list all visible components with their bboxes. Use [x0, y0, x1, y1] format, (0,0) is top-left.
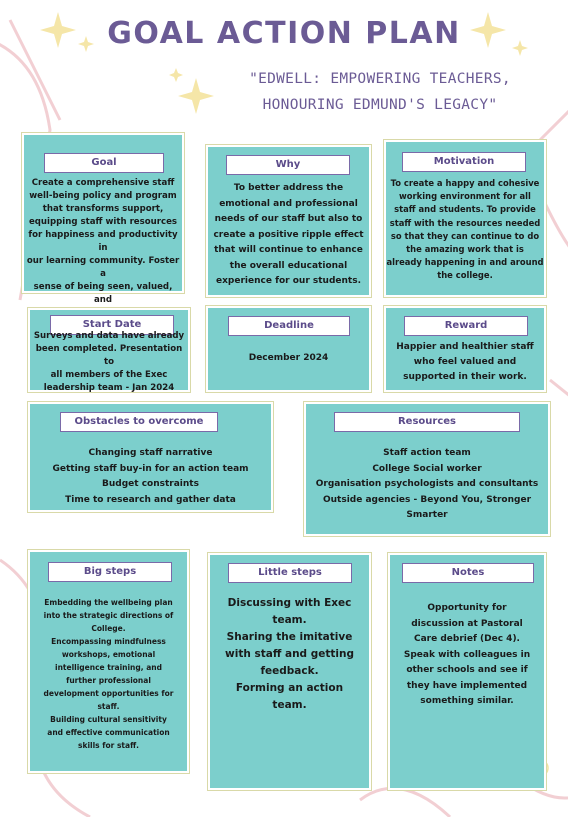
resources-text: Staff action team College Social worker Organisation psychologists and consultants Outside agencies - Beyond You, Stronger Smarter: [315, 448, 539, 520]
why-text: To better address the emotional and professional needs of our staff but also to create a positive ripple effect that will continue to enhance the overall educational experience for our students.: [213, 183, 364, 286]
little-steps-text: Discussing with Exec team. Sharing the imitative with staff and getting feedback. Forming an action team.: [225, 597, 354, 711]
resources-label: Resources: [334, 412, 520, 432]
notes-label: Notes: [402, 563, 534, 583]
big-steps-card: [28, 550, 189, 773]
goal-text: Create a comprehensive staff well-being policy and program that transforms support, equipping staff with resources for happiness and productivity in our learning community. Foster a sense of being seen, valued, and: [26, 178, 180, 305]
notes-card: [388, 553, 546, 790]
subtitle-line-1: "EDWELL: EMPOWERING TEACHERS,: [249, 71, 511, 87]
motivation-text: To create a happy and cohesive working environment for all staff and students. To provide staff with the resources needed so that they can continue to do the amazing work that is already happening in and around the college.: [386, 178, 544, 281]
motivation-label: Motivation: [402, 152, 526, 172]
start-date-text: Surveys and data have already been completed. Presentation to all members of the Exec leadership team - Jan 2024: [33, 331, 185, 393]
resources-card: [304, 402, 550, 536]
goal-label: Goal: [44, 153, 164, 173]
reward-card: [384, 306, 546, 392]
goal-card: [22, 133, 184, 305]
reward-label: Reward: [404, 316, 528, 336]
obstacles-label: Obstacles to overcome: [60, 412, 218, 432]
subtitle-line-2: HONOURING EDMUND'S LEGACY": [262, 97, 498, 113]
deadline-card: [206, 306, 371, 392]
start-date-label: Start Date: [50, 315, 174, 335]
start-date-card: [28, 308, 190, 392]
deadline-label: Deadline: [228, 316, 350, 336]
big-steps-label: Big steps: [48, 562, 172, 582]
big-steps-text: Embedding the wellbeing plan into the strategic directions of College. Encompassing mindfulness workshops, emotional intelligence training, and further professional development opportunities for staff. Building cultural sensitivity and effective communication skills for staff.: [43, 598, 174, 750]
motivation-card: [384, 140, 546, 297]
page-title: GOAL ACTION PLAN: [107, 16, 461, 51]
obstacles-text: Changing staff narrative Getting staff buy-in for an action team Budget constraints Time to research and gather data: [52, 448, 249, 505]
little-steps-label: Little steps: [228, 563, 352, 583]
page-subtitle: [200, 66, 560, 118]
deadline-text: December 2024: [248, 353, 329, 363]
little-steps-card: [208, 553, 371, 790]
why-label: Why: [226, 155, 350, 175]
why-card: [206, 145, 371, 297]
obstacles-card: [28, 402, 273, 512]
reward-text: Happier and healthier staff who feel valued and supported in their work.: [396, 342, 534, 382]
notes-text: Opportunity for discussion at Pastoral Care debrief (Dec 4). Speak with colleagues in other schools and see if they have implemented something similar.: [403, 603, 531, 706]
